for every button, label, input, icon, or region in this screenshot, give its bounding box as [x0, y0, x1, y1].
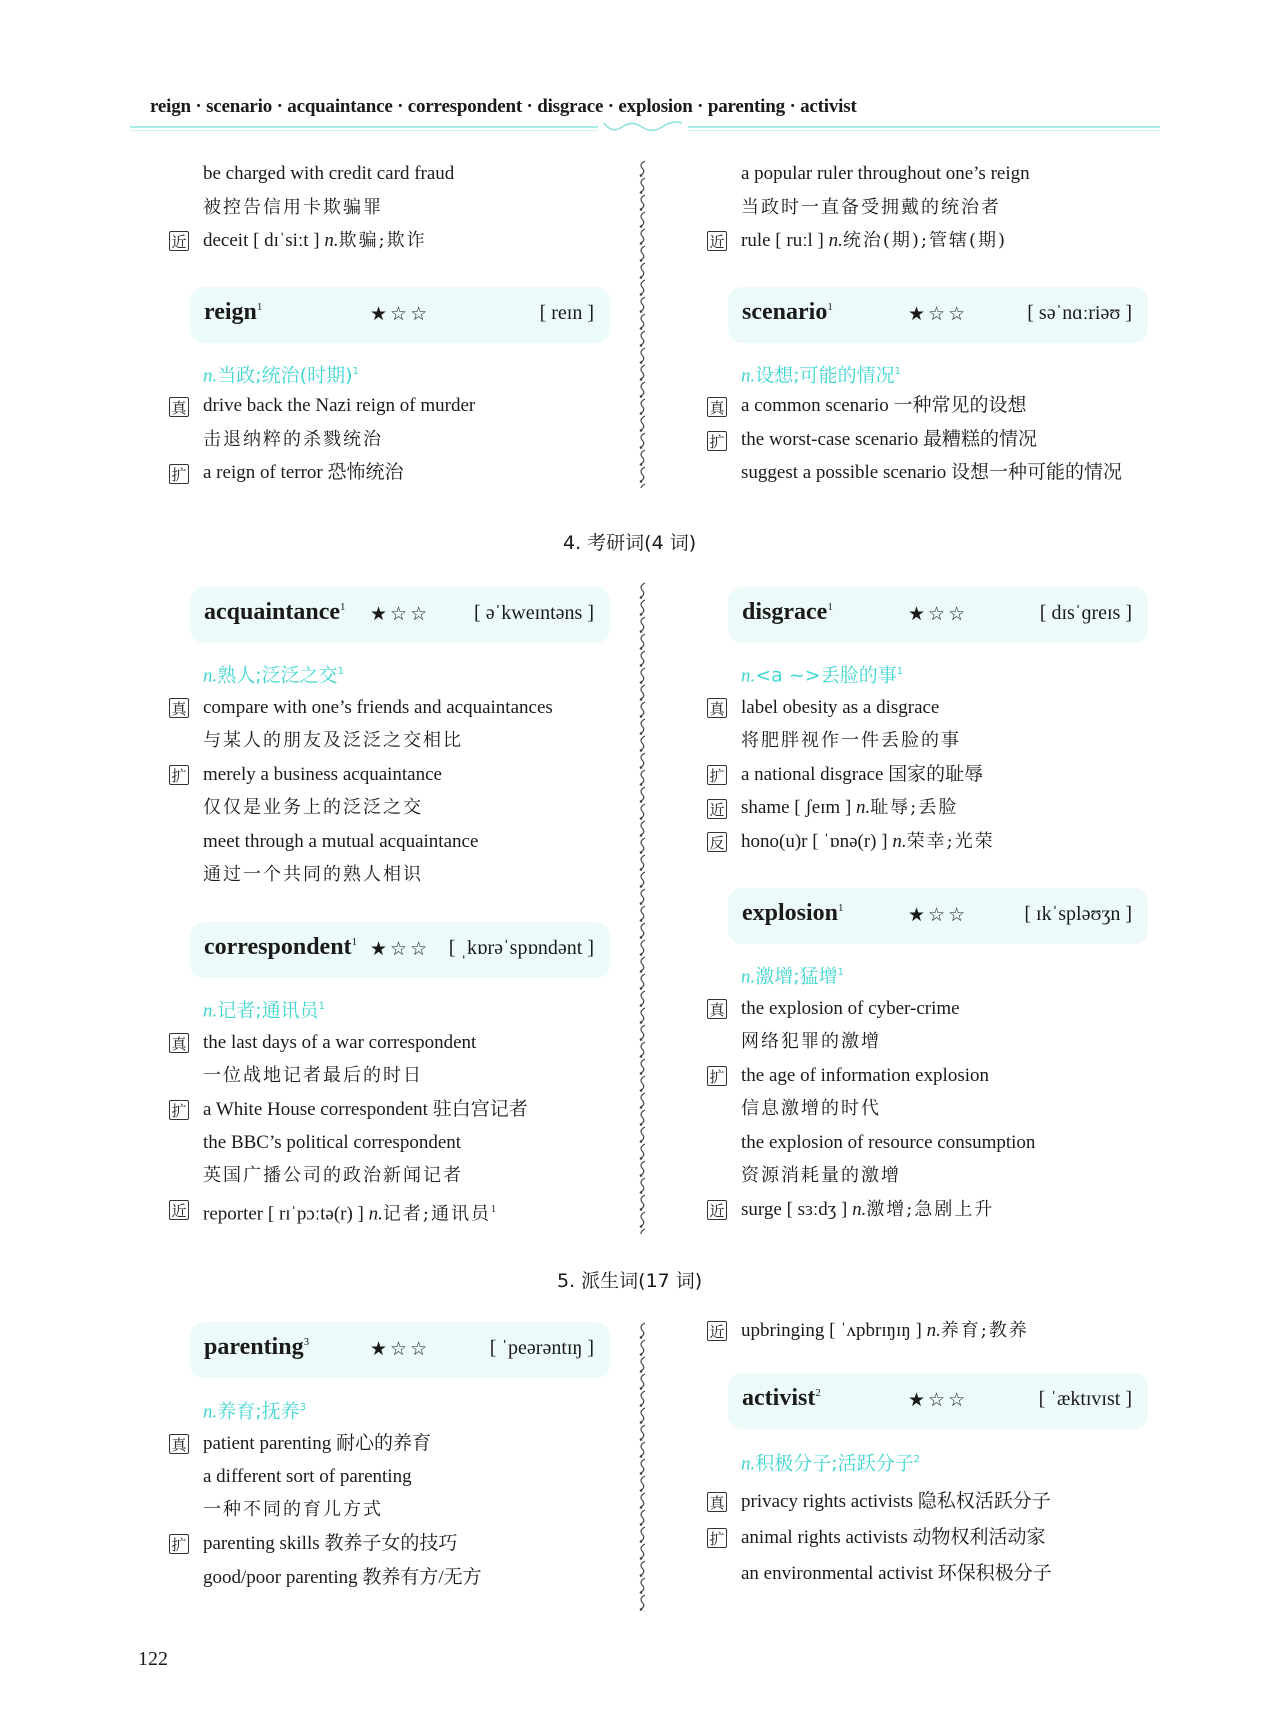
definition: n.记者;通讯员$^1$ — [203, 999, 326, 1022]
example-translation: 被控告信用卡欺骗罪 — [203, 197, 383, 218]
example-translation: 仅仅是业务上的泛泛之交 — [203, 797, 423, 818]
example-translation: 网络犯罪的激增 — [741, 1031, 881, 1052]
definition: n.当政;统治(时期)$^1$ — [203, 364, 359, 387]
definition: n.养育;抚养$^3$ — [203, 1400, 307, 1423]
synonym-pos: n. — [368, 1203, 383, 1225]
antonym-pos: n. — [892, 831, 907, 852]
real-exam-tag-icon: 真 — [707, 698, 727, 718]
synonym-tag-icon: 近 — [169, 231, 189, 251]
example-line: an environmental activist 环保积极分子 — [741, 1563, 1052, 1584]
entry-card-explosion — [728, 888, 1148, 944]
example-translation: 通过一个共同的熟人相识 — [203, 864, 423, 885]
extended-tag-icon: 扩 — [169, 1100, 189, 1120]
entry-card-disgrace — [728, 587, 1148, 643]
extended-tag-icon: 扩 — [169, 765, 189, 785]
real-exam-tag-icon: 真 — [707, 1492, 727, 1512]
example-line: suggest a possible scenario 设想一种可能的情况 — [741, 462, 1123, 483]
difficulty-stars-icon: ★☆☆ — [370, 1339, 431, 1360]
antonym-meaning: 荣幸;光荣 — [906, 831, 995, 852]
synonym-meaning: 养育;教养 — [940, 1320, 1029, 1341]
synonym-word: shame — [741, 797, 790, 818]
example-line: compare with one’s friends and acquaintances — [203, 697, 553, 718]
example-line: the worst-case scenario 最糟糕的情况 — [741, 429, 1038, 450]
synonym-meaning: 统治(期);管辖(期) — [842, 230, 1007, 251]
headword: disgrace$^1$ — [742, 599, 833, 625]
antonym-line — [741, 830, 995, 854]
phonetic: [ ˈæktɪvɪst ] — [1038, 1388, 1132, 1410]
synonym-word: surge — [741, 1199, 782, 1220]
example-line: a different sort of parenting — [203, 1466, 412, 1487]
synonym-tag-icon: 近 — [169, 1200, 189, 1220]
difficulty-stars-icon: ★☆☆ — [370, 604, 431, 625]
example-line: patient parenting 耐心的养育 — [203, 1433, 431, 1454]
example-translation: 当政时一直备受拥戴的统治者 — [741, 197, 1001, 218]
synonym-ipa: [ sɜːdʒ ] — [786, 1199, 848, 1220]
synonym-ipa: [ ruːl ] — [775, 230, 824, 251]
difficulty-stars-icon: ★☆☆ — [370, 939, 431, 960]
example-line: the explosion of cyber-crime — [741, 998, 960, 1019]
entry-card-correspondent — [190, 922, 610, 978]
example-line: a national disgrace 国家的耻辱 — [741, 764, 984, 785]
difficulty-stars-icon: ★☆☆ — [908, 604, 969, 625]
synonym-pos: n. — [856, 797, 871, 818]
synonym-tag-icon: 近 — [707, 231, 727, 251]
example-line: a popular ruler throughout one’s reign — [741, 163, 1030, 184]
synonym-pos: n. — [828, 230, 843, 251]
synonym-meaning: 记者;通讯员 — [382, 1203, 491, 1225]
real-exam-tag-icon: 真 — [169, 1434, 189, 1454]
example-translation: 一位战地记者最后的时日 — [203, 1065, 423, 1086]
definition: n.熟人;泛泛之交$^1$ — [203, 664, 345, 687]
example-line: a reign of terror 恐怖统治 — [203, 462, 404, 483]
example-line: the age of information explosion — [741, 1065, 989, 1086]
example-line: the explosion of resource consumption — [741, 1132, 1036, 1153]
synonym-pos: n. — [852, 1199, 867, 1220]
definition: n.积极分子;活跃分子$^2$ — [741, 1452, 921, 1475]
extended-tag-icon: 扩 — [169, 1534, 189, 1554]
synonym-line: reporter [ rɪˈpɔːtə(r) ] n.记者;通讯员$^1$ — [203, 1203, 496, 1225]
synonym-line — [741, 1319, 1029, 1343]
synonym-ipa: [ dɪˈsiːt ] — [253, 230, 320, 251]
real-exam-tag-icon: 真 — [169, 698, 189, 718]
entry-card-reign — [190, 287, 610, 343]
extended-tag-icon: 扩 — [707, 1066, 727, 1086]
synonym-word: rule — [741, 230, 771, 251]
phonetic: [ əˈkweɪntəns ] — [474, 602, 594, 624]
extended-tag-icon: 扩 — [707, 431, 727, 451]
page-number: 122 — [138, 1648, 168, 1670]
headword: parenting$^3$ — [204, 1334, 310, 1360]
real-exam-tag-icon: 真 — [707, 999, 727, 1019]
example-line: parenting skills 教养子女的技巧 — [203, 1533, 458, 1554]
example-line: drive back the Nazi reign of murder — [203, 395, 476, 416]
extended-tag-icon: 扩 — [169, 464, 189, 484]
example-line: merely a business acquaintance — [203, 764, 442, 785]
example-line: label obesity as a disgrace — [741, 697, 940, 718]
synonym-tag-icon: 近 — [707, 1200, 727, 1220]
definition: n.激增;猛增$^1$ — [741, 965, 845, 988]
example-line: a common scenario 一种常见的设想 — [741, 395, 1027, 416]
real-exam-tag-icon: 真 — [169, 1033, 189, 1053]
example-translation: 英国广播公司的政治新闻记者 — [203, 1165, 463, 1186]
extended-tag-icon: 扩 — [707, 765, 727, 785]
phonetic: [ ˌkɒrəˈspɒndənt ] — [448, 937, 594, 959]
synonym-meaning: 欺骗;欺诈 — [338, 230, 427, 251]
example-line: animal rights activists 动物权利活动家 — [741, 1527, 1046, 1548]
column-divider-top — [636, 160, 650, 488]
headword: reign$^1$ — [204, 299, 263, 325]
synonym-meaning: 激增;急剧上升 — [866, 1199, 995, 1220]
definition: n.设想;可能的情况$^1$ — [741, 364, 902, 387]
example-line: the last days of a war correspondent — [203, 1032, 477, 1053]
difficulty-stars-icon: ★☆☆ — [370, 304, 431, 325]
synonym-ipa: [ ˈʌpbrɪŋɪŋ ] — [829, 1320, 922, 1341]
entry-card-parenting — [190, 1322, 610, 1378]
example-translation: 将肥胖视作一件丢脸的事 — [741, 730, 961, 751]
running-header: reign · scenario · acquaintance · correspondent · disgrace · explosion · parenting · activist — [150, 96, 857, 117]
synonym-tag-icon: 近 — [707, 1321, 727, 1341]
example-translation: 资源消耗量的激增 — [741, 1165, 901, 1186]
synonym-word: deceit — [203, 230, 249, 251]
example-line: the BBC’s political correspondent — [203, 1132, 462, 1153]
antonym-word: hono(u)r — [741, 831, 808, 852]
example-line: meet through a mutual acquaintance — [203, 831, 479, 852]
synonym-ipa: [ ʃeɪm ] — [794, 797, 852, 818]
difficulty-stars-icon: ★☆☆ — [908, 304, 969, 325]
synonym-pos: n. — [926, 1320, 941, 1341]
headword: explosion$^1$ — [742, 900, 844, 926]
synonym-word: upbringing — [741, 1320, 825, 1341]
example-translation: 一种不同的育儿方式 — [203, 1499, 383, 1520]
header-ornament-icon — [598, 118, 688, 136]
headword: scenario$^1$ — [742, 299, 833, 325]
example-line: good/poor parenting 教养有方/无方 — [203, 1567, 482, 1588]
column-divider-middle — [636, 582, 650, 1234]
entry-card-acquaintance — [190, 587, 610, 643]
real-exam-tag-icon: 真 — [169, 397, 189, 417]
example-line: a White House correspondent 驻白宫记者 — [203, 1099, 528, 1120]
headword: acquaintance$^1$ — [204, 599, 346, 625]
example-translation: 与某人的朋友及泛泛之交相比 — [203, 730, 463, 751]
example-line: be charged with credit card fraud — [203, 163, 455, 184]
phonetic: [ reɪn ] — [539, 302, 594, 324]
synonym-ipa: [ rɪˈpɔːtə(r) ] — [267, 1203, 364, 1225]
synonym-pos: n. — [324, 230, 339, 251]
entry-card-activist — [728, 1373, 1148, 1429]
synonym-word: reporter — [203, 1203, 264, 1225]
example-line: privacy rights activists 隐私权活跃分子 — [741, 1491, 1051, 1512]
difficulty-stars-icon: ★☆☆ — [908, 905, 969, 926]
definition: n.<a ~>丢脸的事$^1$ — [741, 664, 904, 687]
synonym-line — [741, 796, 958, 820]
column-divider-bottom — [636, 1322, 650, 1612]
synonym-line — [741, 229, 1007, 253]
headword: correspondent$^1$ — [204, 934, 358, 960]
phonetic: [ ˈpeərəntɪŋ ] — [489, 1337, 594, 1359]
headword: activist$^2$ — [742, 1385, 821, 1411]
phonetic: [ dɪsˈɡreɪs ] — [1039, 602, 1132, 624]
synonym-line — [203, 229, 427, 253]
entry-card-scenario — [728, 287, 1148, 343]
section-title-5: 5. 派生词(17 词) — [557, 1270, 703, 1292]
example-translation: 信息激增的时代 — [741, 1098, 881, 1119]
synonym-tag-icon: 近 — [707, 799, 727, 819]
example-translation: 击退纳粹的杀戮统治 — [203, 429, 383, 450]
difficulty-stars-icon: ★☆☆ — [908, 1390, 969, 1411]
extended-tag-icon: 扩 — [707, 1528, 727, 1548]
antonym-tag-icon: 反 — [707, 832, 727, 852]
phonetic: [ ɪkˈspləʊʒn ] — [1024, 903, 1132, 925]
synonym-line — [741, 1198, 994, 1222]
real-exam-tag-icon: 真 — [707, 397, 727, 417]
section-title-4: 4. 考研词(4 词) — [563, 532, 697, 554]
phonetic: [ səˈnɑːriəʊ ] — [1027, 302, 1132, 324]
antonym-ipa: [ ˈɒnə(r) ] — [812, 831, 888, 852]
synonym-meaning: 耻辱;丢脸 — [870, 797, 959, 818]
